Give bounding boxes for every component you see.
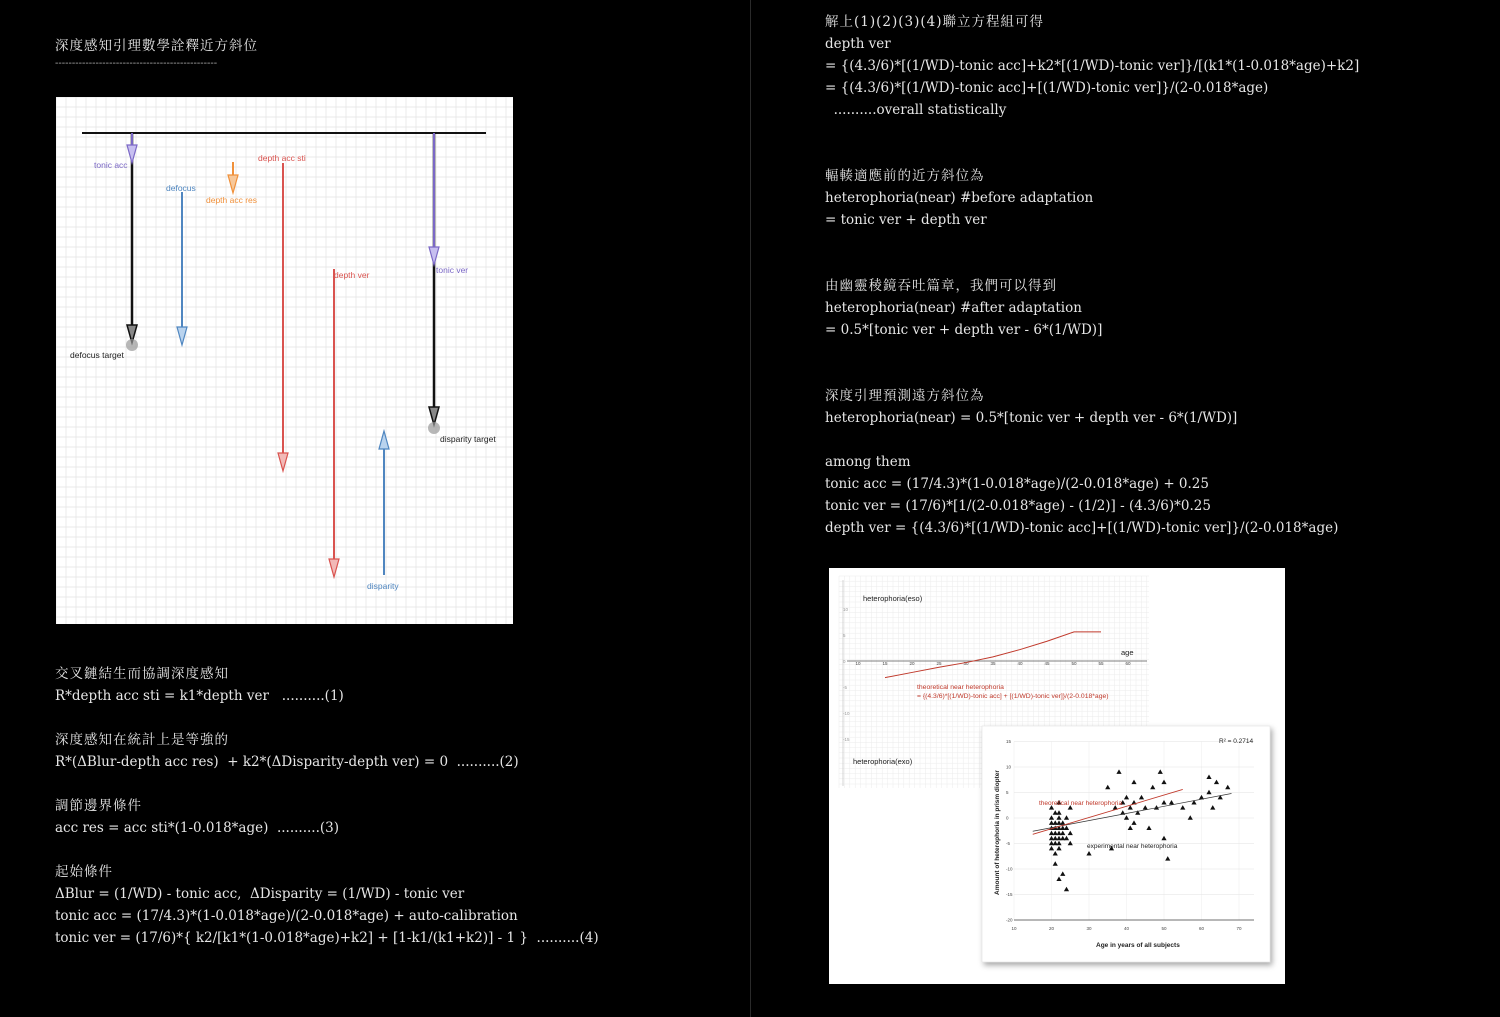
scatter-y-tick: -10 (1006, 866, 1013, 872)
scatter-x-tick: 40 (1123, 926, 1130, 931)
theory-y-tick: -5 (843, 685, 848, 690)
theory-x-tick: 40 (1017, 661, 1023, 666)
label-tonic-ver: tonic ver (436, 265, 469, 275)
initial-condition-line-2: tonic acc = (17/4.3)*(1-0.018*age)/(2-0.018*age) + auto-calibration (55, 908, 518, 924)
before-adaptation-line-1: heterophoria(near) #before adaptation (825, 190, 1094, 206)
section-3-heading: 調節邊界條件 (55, 798, 142, 814)
scatter-y-tick: -20 (1006, 917, 1013, 923)
among-them: among them (825, 454, 911, 470)
tonic-acc-formula: tonic acc = (17/4.3)*(1-0.018*age)/(2-0.018*age) + 0.25 (825, 476, 1209, 492)
depth-acc-res-arrow (228, 162, 238, 193)
theory-x-tick: 50 (1071, 661, 1077, 666)
defocus-target-dot (126, 339, 138, 351)
scatter-r2: R² = 0.2714 (1219, 738, 1254, 745)
depth-ver-arrow (329, 269, 339, 577)
theory-series-line (885, 632, 1101, 678)
before-adaptation-heading: 輻輳適應前的近方斜位為 (825, 168, 985, 184)
equation-4: tonic ver = (17/6)*{ k2/[k1*(1-0.018*age)+k2] + [1-k1/(k1+k2)] - 1 } ..........(4) (55, 930, 599, 946)
theory-x-tick: 15 (882, 661, 888, 666)
prediction-line-1: heterophoria(near) = 0.5*[tonic ver + depth ver - 6*(1/WD)] (825, 410, 1238, 426)
after-adaptation-heading: 由幽靈稜鏡吞吐篇章，我們可以得到 (825, 278, 1057, 294)
before-adaptation-line-2: = tonic ver + depth ver (825, 212, 987, 228)
solution-line-2: = {(4.3/6)*[(1/WD)-tonic acc]+k2*[(1/WD)-tonic ver]}/[(k1*(1-0.018*age)+k2] (825, 58, 1360, 74)
scatter-label-experimental: experimental near heterophoria (1087, 843, 1178, 850)
theory-xlabel: age (1121, 648, 1134, 657)
after-adaptation-line-2: = 0.5*[tonic ver + depth ver - 6*(1/WD)] (825, 322, 1103, 338)
label-defocus: defocus (166, 183, 196, 193)
label-depth-acc-res: depth acc res (206, 195, 258, 205)
tonic-acc-arrow (127, 133, 137, 163)
tonic-ver-formula: tonic ver = (17/6)*[1/(2-0.018*age) - (1/2)] - (4.3/6)*0.25 (825, 498, 1211, 514)
theory-x-tick: 10 (855, 661, 861, 666)
section-4-heading: 起始條件 (55, 864, 113, 880)
page-divider (750, 0, 751, 1017)
theory-y-tick: 10 (843, 607, 849, 612)
defocus-arrow (177, 192, 187, 345)
equation-2: R*(ΔBlur-depth acc res) + k2*(ΔDisparity-depth ver) = 0 ..........(2) (55, 754, 519, 770)
theory-x-tick: 20 (909, 661, 915, 666)
theory-y-tick: -10 (843, 711, 850, 716)
scatter-xlabel: Age in years of all subjects (1096, 942, 1180, 949)
label-tonic-acc: tonic acc (94, 160, 128, 170)
scatter-x-tick: 50 (1161, 926, 1167, 931)
scatter-y-tick: 5 (1006, 790, 1009, 795)
theory-x-tick: 25 (936, 661, 942, 666)
scatter-y-tick: 10 (1006, 764, 1012, 770)
solution-line-3: = {(4.3/6)*[(1/WD)-tonic acc]+[(1/WD)-tonic ver]}/(2-0.018*age) (825, 80, 1269, 96)
scatter-x-tick: 70 (1236, 926, 1242, 931)
theory-annotation-2: = {(4.3/6)*[(1/WD)-tonic acc] + [(1/WD)-tonic ver]}/(2-0.018*age) (917, 693, 1109, 700)
scatter-ylabel: Amount of heterophoria in prism diopter (994, 770, 1001, 895)
scatter-x-tick: 30 (1086, 926, 1092, 931)
theory-x-tick: 35 (990, 661, 996, 666)
theory-x-tick: 30 (963, 661, 969, 666)
title-underline: ------------------------------------------------ (55, 58, 218, 69)
section-1-heading: 交叉鏈結生而協調深度感知 (55, 666, 229, 682)
label-depth-acc-sti: depth acc sti (258, 153, 306, 163)
scatter-y-tick: -5 (1006, 841, 1011, 846)
depth-ver-formula: depth ver = {(4.3/6)*[(1/WD)-tonic acc]+[(1/WD)-tonic ver]}/(2-0.018*age) (825, 520, 1339, 536)
theory-y-tick: -15 (843, 737, 850, 742)
section-2-heading: 深度感知在統計上是等強的 (55, 732, 229, 748)
solution-line-1: depth ver (825, 36, 891, 52)
depth-perception-diagram (56, 97, 513, 624)
theory-ylabel-eso: heterophoria(eso) (863, 594, 923, 603)
disparity-target-dot (428, 422, 440, 434)
diagram-grid (56, 97, 513, 624)
theory-x-tick: 55 (1098, 661, 1104, 666)
theory-y-tick: 0 (843, 659, 846, 664)
label-disparity: disparity (367, 581, 399, 591)
theory-x-tick: 45 (1044, 661, 1050, 666)
theory-x-tick: 60 (1125, 661, 1131, 666)
disparity-target-arrow (428, 133, 440, 434)
scatter-y-tick: 15 (1006, 739, 1012, 744)
label-depth-ver: depth ver (334, 270, 370, 280)
solution-heading: 解上(1)(2)(3)(4)聯立方程組可得 (825, 14, 1044, 30)
prediction-heading: 深度引理預測遠方斜位為 (825, 388, 985, 404)
scatter-x-tick: 60 (1198, 926, 1205, 931)
disparity-arrow (379, 431, 389, 575)
equation-3: acc res = acc sti*(1-0.018*age) ..........(3) (55, 820, 339, 836)
solution-line-4: ..........overall statistically (825, 102, 1007, 118)
theory-ylabel-exo: heterophoria(exo) (853, 757, 913, 766)
initial-condition-line-1: ΔBlur = (1/WD) - tonic acc, ΔDisparity = (1/WD) - tonic ver (55, 886, 465, 902)
theory-y-tick: 5 (843, 633, 846, 638)
page-title: 深度感知引理數學詮釋近方斜位 (55, 38, 258, 54)
scatter-label-theoretical: theoretical near heterophoria (1039, 800, 1123, 807)
label-disparity-target: disparity target (440, 434, 496, 444)
scatter-y-tick: 0 (1006, 815, 1009, 821)
heterophoria-chart (829, 568, 1285, 984)
equation-1: R*depth acc sti = k1*depth ver ..........(1) (55, 688, 344, 704)
scatter-x-tick: 20 (1048, 926, 1055, 931)
theory-annotation-1: theoretical near heterophoria (917, 684, 1004, 691)
after-adaptation-line-1: heterophoria(near) #after adaptation (825, 300, 1082, 316)
scatter-x-tick: 10 (1011, 926, 1017, 931)
label-defocus-target: defocus target (70, 350, 124, 360)
scatter-y-tick: -15 (1006, 892, 1013, 897)
tonic-ver-arrowhead (429, 247, 439, 265)
